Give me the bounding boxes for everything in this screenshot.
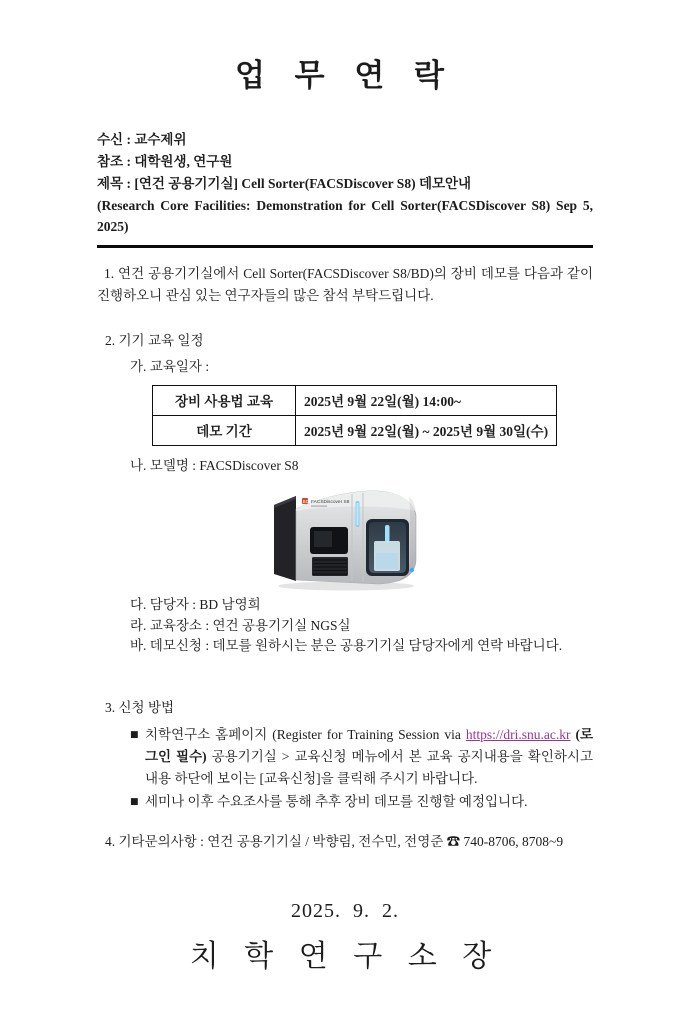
bullet1-login-required: (로그인 필수) bbox=[145, 726, 593, 764]
item-education-date: 가. 교육일자 : bbox=[130, 359, 210, 374]
table-row bbox=[153, 415, 557, 445]
instrument-shadow bbox=[278, 582, 414, 591]
cc-line: 참조 : 대학원생, 연구원 bbox=[97, 154, 233, 169]
subject-line: 제목 : [연건 공용기기실] Cell Sorter(FACSDiscover S8) 데모안내 bbox=[97, 176, 472, 191]
instrument-model-text: FACSDiscover S8 bbox=[311, 500, 350, 505]
bullet1-text-pre: 치학연구소 홈페이지 (Register for Training Session via bbox=[145, 726, 466, 742]
list-item bbox=[97, 791, 593, 813]
collection-container-liquid bbox=[376, 553, 398, 569]
bullet-square-icon: ■ bbox=[130, 796, 139, 807]
document-page bbox=[0, 50, 690, 975]
bullet2-text: 세미나 이후 수요조사를 통해 추후 장비 데모를 진행할 예정입니다. bbox=[145, 793, 528, 809]
item-contact-person: 다. 담당자 : BD 남영희 bbox=[130, 597, 261, 612]
section-2-heading: 2. 기기 교육 일정 bbox=[105, 333, 204, 348]
status-led-core bbox=[357, 503, 359, 525]
apply-method-list bbox=[97, 724, 593, 813]
item-model-name: 나. 모델명 : FACSDiscover S8 bbox=[130, 457, 299, 473]
section-4-line: 4. 기타문의사항 : 연건 공용기기실 / 박향림, 전수민, 전영준 ☎ 740-8706, 8708~9 bbox=[105, 833, 564, 849]
item-demo-request: 바. 데모신청 : 데모를 원하시는 분은 공용기기실 담당자에게 연락 바랍니다. bbox=[130, 638, 563, 653]
instrument-photo bbox=[97, 481, 593, 595]
schedule-label-cell: 장비 사용법 교육 bbox=[153, 385, 296, 415]
schedule-value-cell: 2025년 9월 22일(월) ~ 2025년 9월 30일(수) bbox=[296, 415, 557, 445]
bullet1-text-post: 공용기기실 > 교육신청 메뉴에서 본 교육 공지내용을 확인하시고 내용 하단에 보이는 [교육신청]을 클릭해 주시기 바랍니다. bbox=[145, 748, 593, 786]
power-led-dot bbox=[410, 568, 414, 572]
signature-title: 치 학 연 구 소 장 bbox=[189, 939, 501, 973]
cell-sorter-instrument-image bbox=[266, 481, 424, 594]
instrument-left-window-reflection bbox=[314, 531, 332, 547]
instrument-brand-text: BD bbox=[302, 498, 309, 504]
instrument-rear-panel bbox=[274, 496, 296, 581]
page-title: 업 무 연 락 bbox=[234, 58, 456, 93]
subject-translation: (Research Core Facilities: Demonstration for Cell Sorter(FACSDiscover S8) Sep 5, 2025) bbox=[97, 198, 593, 234]
schedule-value-cell: 2025년 9월 22일(월) 14:00~ bbox=[296, 385, 557, 415]
issue-date: 2025. 9. 2. bbox=[291, 899, 399, 922]
section-gap bbox=[97, 657, 593, 697]
header-divider bbox=[97, 245, 593, 248]
bullet-square-icon: ■ bbox=[130, 729, 139, 740]
recipient-line: 수신 : 교수제위 bbox=[97, 132, 187, 147]
sample-tube bbox=[385, 525, 390, 542]
item-education-location: 라. 교육장소 : 연건 공용기기실 NGS실 bbox=[130, 617, 351, 633]
schedule-label-cell: 데모 기간 bbox=[153, 415, 296, 445]
document-header bbox=[97, 129, 593, 237]
instrument-subtext-line bbox=[311, 506, 327, 507]
homepage-link[interactable]: https://dri.snu.ac.kr bbox=[465, 726, 571, 742]
intro-paragraph: 1. 연건 공용기기실에서 Cell Sorter(FACSDiscover S8/BD)의 장비 데모를 다음과 같이 진행하오니 관심 있는 연구자들의 많은 참석 부탁드립니다. bbox=[97, 266, 593, 303]
section-3-heading: 3. 신청 방법 bbox=[105, 699, 175, 715]
schedule-table bbox=[152, 385, 557, 446]
list-item bbox=[97, 724, 593, 790]
table-row bbox=[153, 385, 557, 415]
